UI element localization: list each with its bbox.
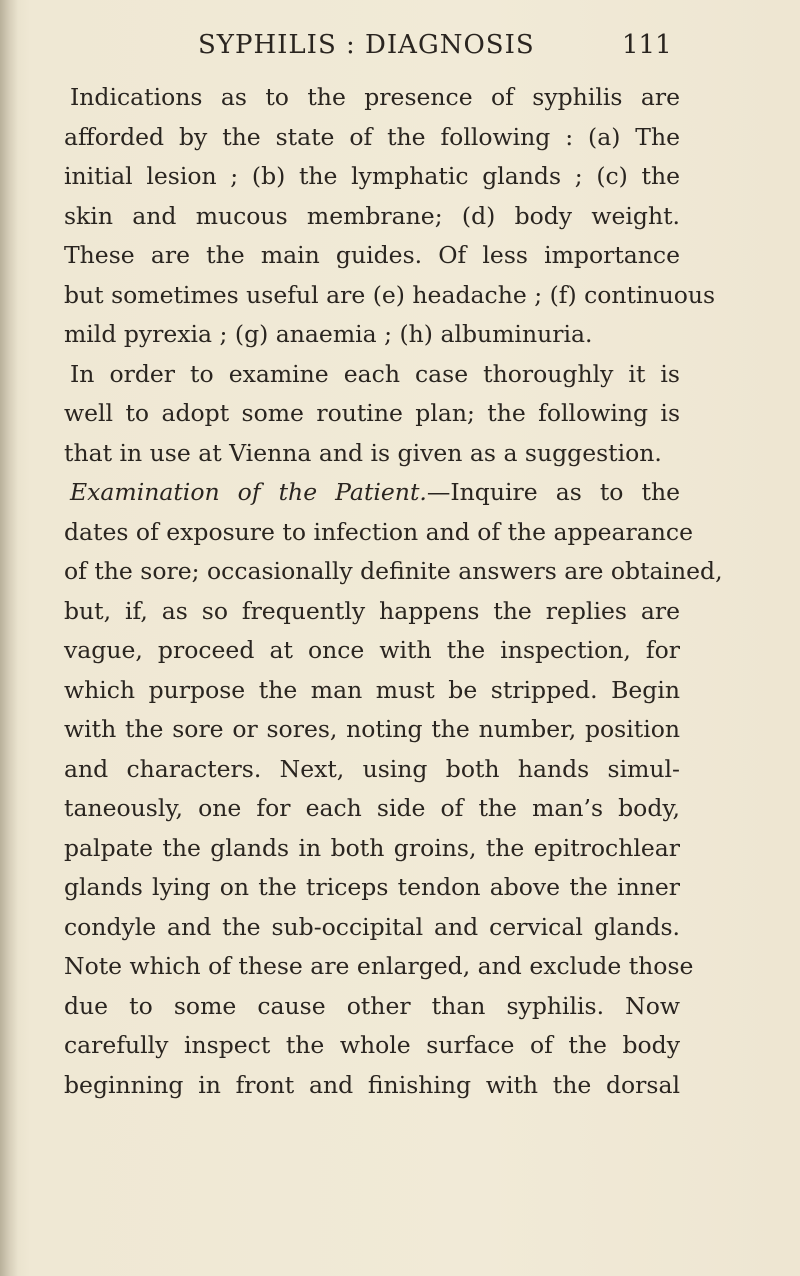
text-line: mild pyrexia ; (g) anaemia ; (h) albuminuria. [64, 320, 593, 348]
text-line: Note which of these are enlarged, and exclude those [64, 952, 694, 980]
text-line: but sometimes useful are (e) headache ; (f) continuous [64, 280, 716, 309]
text-line: skin and mucous membrane; (d) body weight. [64, 201, 680, 230]
text-line: due to some cause other than syphilis. Now [64, 991, 680, 1020]
section-heading: Examination of the Patient. [70, 478, 427, 506]
text-line: but, if, as so frequently happens the replies are [64, 596, 680, 625]
text-line: These are the main guides. Of less importance [64, 241, 680, 269]
text-line: and characters. Next, using both hands simul- [64, 754, 680, 783]
text-line: afforded by the state of the following : (a) The [64, 122, 680, 151]
text-line: of the sore; occasionally definite answers are obtained, [64, 557, 723, 585]
text-line: which purpose the man must be stripped. Begin [64, 675, 680, 704]
text-line: palpate the glands in both groins, the epitrochlear [64, 833, 680, 862]
binding-gutter [0, 0, 18, 1276]
text-line: well to adopt some routine plan; the following is [64, 399, 680, 427]
text-line: condyle and the sub-occipital and cervical glands. [64, 912, 680, 941]
running-header [0, 30, 800, 70]
text-line: In order to examine each case thoroughly it is [70, 359, 680, 388]
text-run: —Inquire as to the [426, 478, 680, 506]
text-line [64, 473, 680, 513]
text-line: vague, proceed at once with the inspection, for [64, 636, 680, 664]
paragraph-routine-plan [64, 355, 680, 474]
text-line: glands lying on the triceps tendon above the inner [64, 873, 680, 901]
text-line: dates of exposure to infection and of the appearance [64, 517, 693, 546]
text-line: beginning in front and finishing with the dorsal [64, 1070, 680, 1099]
text-line: Indications as to the presence of syphilis are [70, 83, 680, 111]
paragraph-examination [64, 473, 723, 1105]
page-number: 111 [622, 30, 672, 60]
body-text [64, 78, 723, 1105]
text-line: with the sore or sores, noting the number, position [64, 715, 680, 743]
running-title: SYPHILIS : DIAGNOSIS [198, 30, 535, 60]
paragraph-indications [64, 78, 716, 355]
text-line: initial lesion ; (b) the lymphatic glands ; (c) the [64, 162, 680, 190]
text-line: that in use at Vienna and is given as a suggestion. [64, 438, 662, 467]
text-line: taneously, one for each side of the man’s body, [64, 794, 680, 822]
text-line: carefully inspect the whole surface of the body [64, 1031, 680, 1059]
